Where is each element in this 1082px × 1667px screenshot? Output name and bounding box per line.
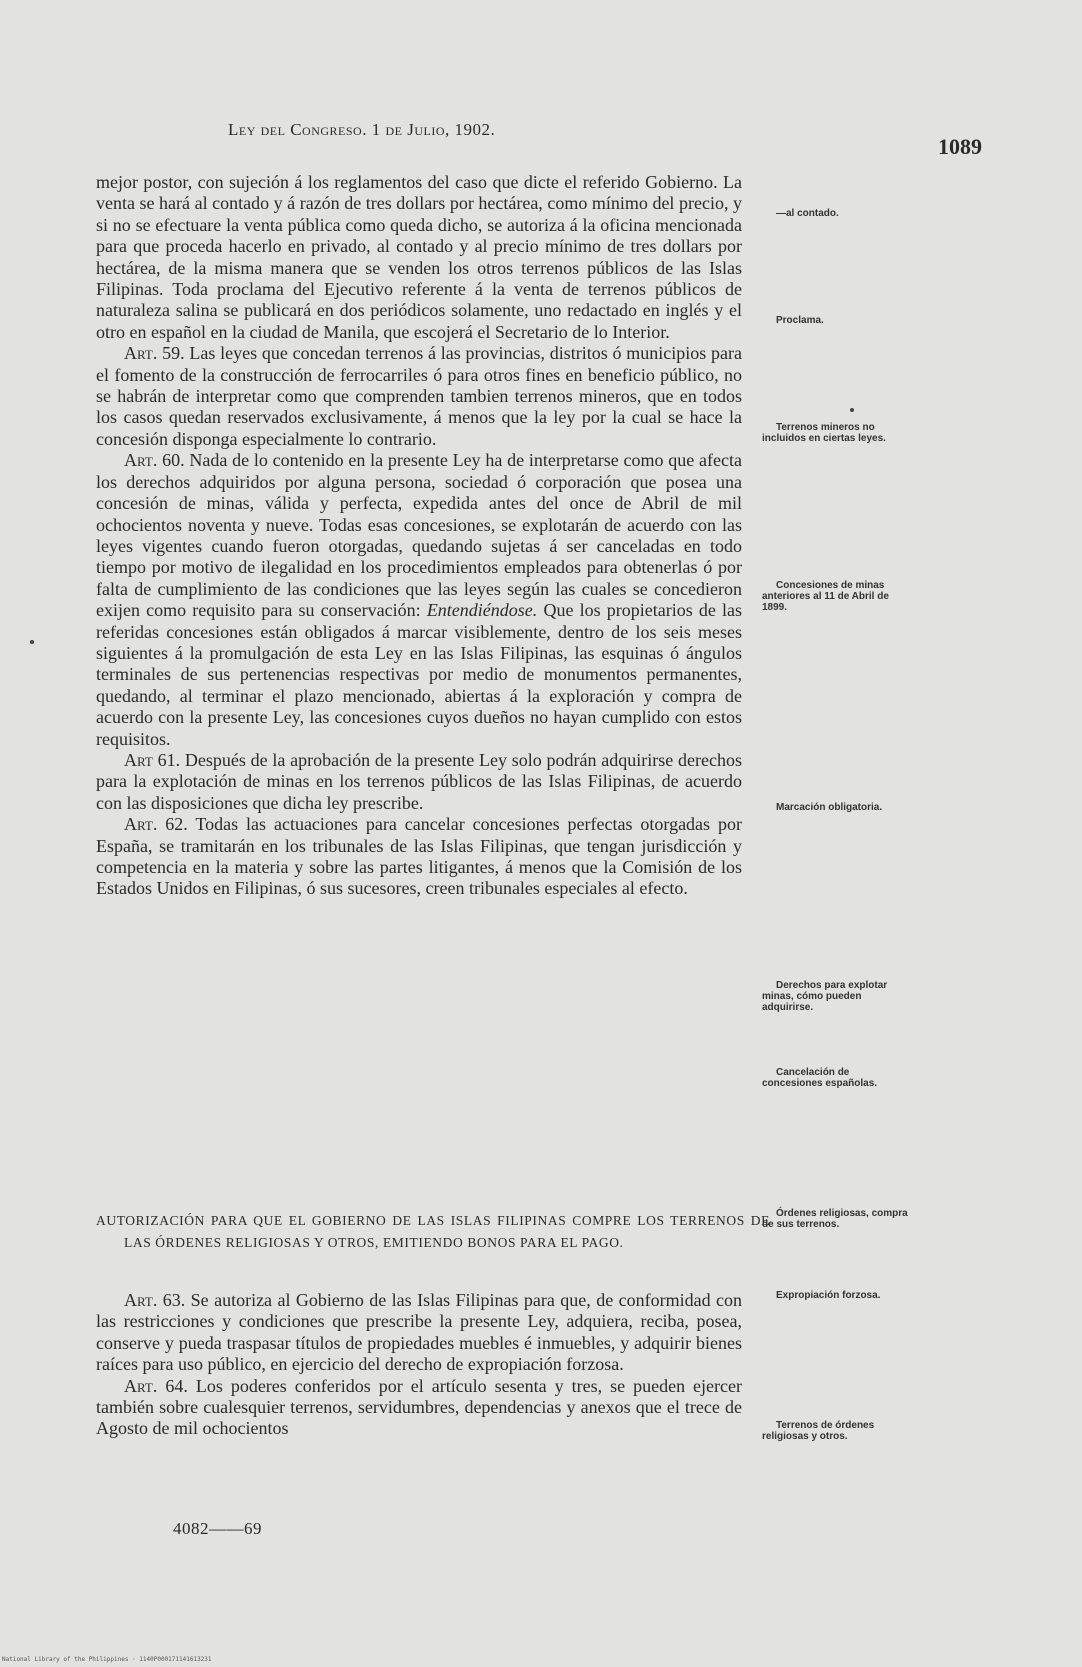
margin-note-marcacion: Marcación obligatoria. [776,802,883,813]
paragraph-art-60 [96,450,742,750]
paragraph-art-64 [96,1376,742,1440]
margin-note-expropiacion: Expropiación forzosa. [776,1290,881,1301]
paragraph-art-61 [96,750,742,814]
margin-note-concesiones-minas: Concesiones de minas anteriores al 11 de Abril de 1899. [762,580,889,613]
margin-note-terrenos-ordenes: Terrenos de órdenes religiosas y otros. [762,1420,875,1442]
article-number: Art. 62. [124,814,188,835]
ink-speck [30,640,34,644]
article-number: Art. 59. [124,343,185,364]
paragraph-art-59 [96,343,742,450]
article-number: Art. 63. [124,1290,186,1310]
paragraph-text-continued: Que los propietarios de las referidas concesiones están obligados á marcar visiblemente, dentro de los seis meses siguientes á la promulgación de esta Ley en las Islas Filipinas, las esquinas ó ángulos terminales de sus pertenencias respectivas por medio de monumentos permanentes, quedando, al terminar el plazo mencionado, abiertas á la exploración y compra de acuerdo con la presente Ley, las concesiones cuyos dueños no hayan cumplido con estos requisitos. [96,600,743,749]
paragraph-intro [96,172,742,343]
italic-term: Entendiéndose. [426,600,538,621]
paragraph-text: Después de la aprobación de la presente Ley solo podrán adquirirse derechos para la explotación de minas en los terrenos públicos de las Islas Filipinas, de acuerdo con las disposiciones que dicha ley prescribe. [96,749,742,813]
margin-note-cancelacion: Cancelación de concesiones españolas. [762,1067,878,1089]
paragraph-text: Nada de lo contenido en la presente Ley ha de interpretarse como que afecta los derechos adquiridos por alguna persona, sociedad ó corporación que posea una concesión de minas, válida y perfecta, expedida antes del once de Abril de mil ochocientos noventa y nueve. Todas esas concesiones, se explotarán de acuerdo con las leyes vigentes cuando fueron otorgadas, quedando sujetas á ser canceladas en todo tiempo por motivo de ilegalidad en los procedimientos empleados para obtenerlas ó por falta de cumplimiento de las condiciones que las leyes según las cuales se concedieron exijen como requisito para su conservación: [96,450,742,621]
paragraph-text: Se autoriza al Gobierno de las Islas Filipinas para que, de conformidad con las restricciones y condiciones que prescribe la presente Ley, adquiera, reciba, posea, conserve y pueda traspasar títulos de propiedades muebles é inmuebles, y adquirir bienes raíces para uso público, en ejercicio del derecho de expropiación forzosa. [96,1290,742,1375]
paragraph-text: Los poderes conferidos por el artículo sesenta y tres, se pueden ejercer también sobre cualesquier terrenos, servidumbres, dependencias y anexos que el trece de Agosto de mil ochocientos [96,1375,743,1439]
article-number: Art. 64. [124,1375,188,1396]
article-number: Art. 60. [124,450,185,471]
margin-note-proclama: Proclama. [776,315,824,326]
margin-note-ordenes-religiosas: Órdenes religiosas, compra de sus terrenos. [762,1208,908,1230]
printer-code: 4082——69 [173,1519,262,1538]
body-text [96,172,742,900]
ink-speck [850,408,854,412]
article-number: Art 61. [124,749,181,770]
paragraph-art-63 [96,1290,742,1376]
margin-note-al-contado: —al contado. [776,208,839,219]
margin-note-terrenos-mineros: Terrenos mineros no incluidos en ciertas leyes. [762,422,886,444]
library-stamp: National Library of the Philippines · 1140P000171141613231 [2,1656,212,1663]
paragraph-art-62 [96,814,742,900]
page-number: 1089 [938,134,982,159]
running-header: Ley del Congreso. 1 de Julio, 1902. [228,120,496,139]
paragraph-text: Las leyes que concedan terrenos á las provincias, distritos ó municipios para el fomento de la construcción de ferrocarriles ó para otros fines en beneficio público, no se habrán de interpretar como que comprenden tambien terrenos mineros, que en todos los casos quedan reservados exclusivamente, á menos que la ley por la cual se hace la concesión disponga especialmente lo contrario. [96,343,742,449]
paragraph-text: mejor postor, con sujeción á los reglamentos del caso que dicte el referido Gobierno. La venta se hará al contado y á razón de tres dollars por hectárea, como mínimo del precio, y si no se efectuare la venta pública como queda dicho, se autoriza á la oficina mencionada para que proceda hacerlo en privado, al contado y al precio mínimo de tres dollars por hectárea, de la misma manera que se venden los otros terrenos públicos de las Islas Filipinas. Toda proclama del Ejecutivo referente á la venta de terrenos públicos de naturaleza salina se publicará en dos periódicos solamente, uno redactado en inglés y el otro en español en la ciudad de Manila, que escojerá el Secretario de lo Interior. [96,172,742,342]
body-text-continued [96,1290,742,1440]
margin-note-derechos-minas: Derechos para explotar minas, cómo pueden adquirirse. [762,980,888,1013]
paragraph-text: Todas las actuaciones para cancelar concesiones perfectas otorgadas por España, se tramitarán en los tribunales de las Islas Filipinas, que tengan jurisdicción y competencia en la materia y sobre las partes litigantes, á menos que la Comisión de los Estados Unidos en Filipinas, ó sus sucesores, creen tribunales especiales al efecto. [96,814,742,899]
section-heading: AUTORIZACIÓN PARA QUE EL GOBIERNO DE LAS ISLAS FILIPINAS COMPRE LOS TERRENOS DE LAS ÓRDENES RELIGIOSAS Y OTROS, EMITIENDO BONOS PARA EL PAGO. [96,1213,770,1250]
